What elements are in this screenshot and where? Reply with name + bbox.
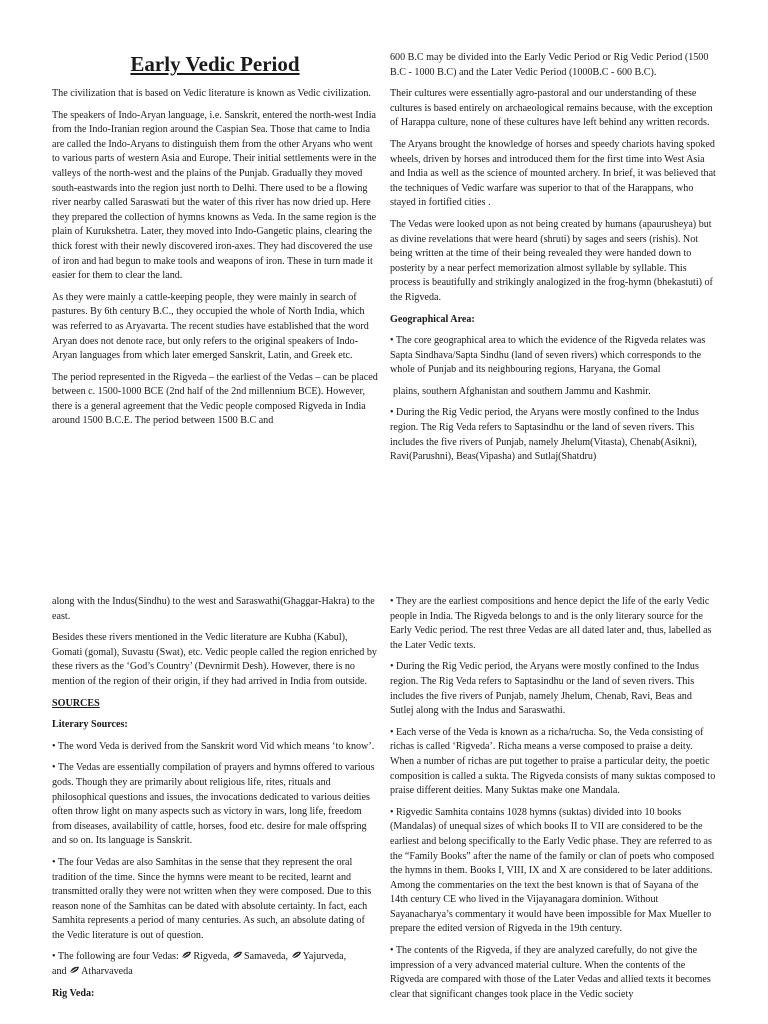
page-title: Early Vedic Period bbox=[130, 52, 300, 76]
paragraph: The Vedas were looked upon as not being created by humans (apaurusheya) but as divine revelations that were heard (shruti) by sages and seers (rishis). Not being written at the time of their being revealed they were handed down to posterity by a near perfect memorization almost syllable by syllable. This process is beautifully and strikingly analogized in the frog-hymn (bhekastuti) of the Rigveda. bbox=[390, 218, 713, 303]
four-vedas-list bbox=[52, 950, 378, 979]
sources-heading: SOURCES bbox=[52, 697, 100, 709]
leaf-icon bbox=[181, 951, 192, 959]
paragraph: • The Vedas are essentially compilation of prayers and hymns offered to various gods. Though they are primarily about religious life, rites, rituals and philosophical questions and issues, the invocations dedicated to various deities often throw light on many aspects such as victory in wars, long life, freedom from diseases, availability of cattle, horses, food etc. desire for male offspring and so on. Its language is Sanskrit. bbox=[52, 762, 375, 847]
paragraph: Besides these rivers mentioned in the Vedic literature are Kubha (Kabul), Gomati (gomal), Suvastu (Swat), etc. Vedic people called the region enriched by these rivers as the ‘God’s Country’ (Devnirmit Desh). However, there is no mention of the region of their origin, if they had arrived in India from outside. bbox=[52, 632, 377, 687]
paragraph: • During the Rig Vedic period, the Aryans were mostly confined to the Indus region. The Rig Veda refers to Saptasindhu or the land of seven rivers. This includes the five rivers of Punjab, namely Jhelum(Vitasta), Chenab(Asikni), Ravi(Parushni), Beas(Vipasha) and Sutlaj(Shatdru) bbox=[390, 407, 699, 463]
paragraph: plains, southern Afghanistan and southern Jammu and Kashmir. bbox=[393, 385, 651, 397]
paragraph: along with the Indus(Sindhu) to the west and Saraswathi(Ghaggar-Hakra) to the east. bbox=[52, 596, 375, 622]
veda-name: Yajurveda, bbox=[302, 951, 347, 963]
paragraph: • Each verse of the Veda is known as a richa/rucha. So, the Veda consisting of richas is called ‘Rigveda’. Richa means a verse composed to praise a deity. When a number of richas are put together to praise a particular deity, the poetic composition is called a sukta. The Rigveda consists of many suktas composed to praise different deities. Many Suktas make one Mandala. bbox=[390, 726, 716, 797]
leaf-icon bbox=[291, 951, 302, 959]
paragraph: • During the Rig Vedic period, the Aryans were mostly confined to the Indus region. The Rig Veda refers to Saptasindhu or the land of seven rivers. This includes the five rivers of Punjab, namely Jhelum, Chenab, Ravi, Beas and Sutlej along with the Indus and Saraswathi. bbox=[390, 661, 699, 717]
veda-name: Samaveda, bbox=[244, 951, 289, 963]
veda-name: Rigveda, bbox=[193, 951, 230, 963]
bottom-left-column bbox=[52, 595, 378, 1008]
leaf-icon bbox=[232, 951, 243, 959]
paragraph: Their cultures were essentially agro-pastoral and our understanding of these cultures is based entirely on archaeological remains because, with the exception of Harappa culture, none of these cultures have left behind any written records. bbox=[390, 88, 713, 129]
geographical-area-heading: Geographical Area: bbox=[390, 313, 475, 325]
paragraph: • The four Vedas are also Samhitas in the sense that they represent the oral tradition of the time. Since the hymns were meant to be recited, learnt and transmitted orally they were not written when they were composed. Due to this reason none of the Samhitas can be dated with absolute certainty. In fact, each Samhita represents a period of many centuries. As such, an absolute dating of the Vedic literature is out of question. bbox=[52, 856, 372, 941]
paragraph: The civilization that is based on Vedic literature is known as Vedic civilization. bbox=[52, 88, 371, 99]
paragraph: • The core geographical area to which the evidence of the Rigveda relates was Sapta Sindhava/Sapta Sindhu (land of seven rivers) which corresponds to the whole of Punjab and its neighbouring regions, Haryana, the Gomal bbox=[390, 335, 706, 376]
four-vedas-intro: • The following are four Vedas: bbox=[52, 951, 182, 963]
paragraph: As they were mainly a cattle-keeping people, they were mainly in search of pastures. By 6th century B.C., they occupied the whole of North India, which was referred to as Aryavarta. The recent studies have established that the word Aryan does not denote race, but only refers to the original speakers of Indo-Aryan languages from which later emerged Sanskrit, Latin, and Greek etc. bbox=[52, 291, 369, 362]
paragraph: • They are the earliest compositions and hence depict the life of the early Vedic people in India. The Rigveda belongs to and is the only literary source for the Early Vedic period. The rest three Vedas are all dated later and, thus, labelled as the Later Vedic texts. bbox=[390, 596, 712, 651]
top-right-column bbox=[390, 51, 716, 472]
paragraph: • The contents of the Rigveda, if they are analyzed carefully, do not give the impression of a very advanced material culture. When the contents of the Rigveda are compared with those of the Later Vedas and allied texts it becomes clear that significant changes took place in the Vedic society bbox=[390, 945, 711, 1000]
paragraph: The speakers of Indo-Aryan language, i.e. Sanskrit, entered the north-west India from the Indo-Iranian region around the Caspian Sea. Those that came to India are called the Indo-Aryans to distinguish them from the other Aryans who went to various parts of western Asia and Europe. Their initial settlements were in the valleys of the north-west and the plains of the Punjab. Gradually they moved south-eastwards into the region just north to Delhi. There used to be a flowing river nearby called Saraswati but the water of this river has now dried up. Here they prepared the collection of hymns knowns as Veda. In the same region is the plain of Kurukshetra. Later, they moved into Indo-Gangetic plains, clearing the thick forest with their newly discovered iron-axes. They had discovered the use of iron and had begun to make tools and weapons of iron. These in turn made it easier for them to clear the land. bbox=[52, 109, 377, 282]
leaf-icon bbox=[69, 966, 80, 974]
paragraph: The period represented in the Rigveda – the earliest of the Vedas – can be placed between c. 1500-1000 BCE (2nd half of the 2nd millennium BCE). However, there is a general agreement that the Vedic people composed Rigveda in India around 1500 B.C.E. The period between 1500 B.C and bbox=[52, 371, 378, 427]
top-left-column bbox=[52, 52, 378, 436]
literary-sources-heading: Literary Sources: bbox=[52, 719, 128, 731]
vedas-and: and bbox=[52, 966, 70, 978]
bottom-right-column bbox=[390, 595, 716, 1009]
rig-veda-heading: Rig Veda: bbox=[52, 987, 95, 999]
paragraph: 600 B.C may be divided into the Early Vedic Period or Rig Vedic Period (1500 B.C - 1000 B.C) and the Later Vedic Period (1000B.C - 600 B.C). bbox=[390, 52, 709, 78]
paragraph: • The word Veda is derived from the Sanskrit word Vid which means ‘to know’. bbox=[52, 740, 375, 752]
paragraph: The Aryans brought the knowledge of horses and speedy chariots having spoked wheels, driven by horses and introduced them for the first time into West Asia and India as well as the science of mounted archery. In brief, it was believed that the techniques of Vedic warfare was superior to that of the Harappans, who stayed in fortified cities . bbox=[390, 138, 716, 209]
veda-name: Atharvaveda bbox=[81, 966, 133, 978]
paragraph: • Rigvedic Samhita contains 1028 hymns (suktas) divided into 10 books (Mandalas) of unequal sizes of which books II to VII are considered to be the earliest and belong specifically to the Early Vedic phase. They are referred to as the “Family Books” after the name of the family or clan of poets who composed the hymns in them. Books I, VIII, IX and X are considered to be later additions. Among the commentaries on the text the best known is that of Sayana of the 14th century CE who lived in the Vijayanagara dominion. Without Sayanacharya’s commentary it would have been impossible for Max Mueller to prepare the edited version of Rigveda in the 19th century. bbox=[390, 806, 715, 935]
